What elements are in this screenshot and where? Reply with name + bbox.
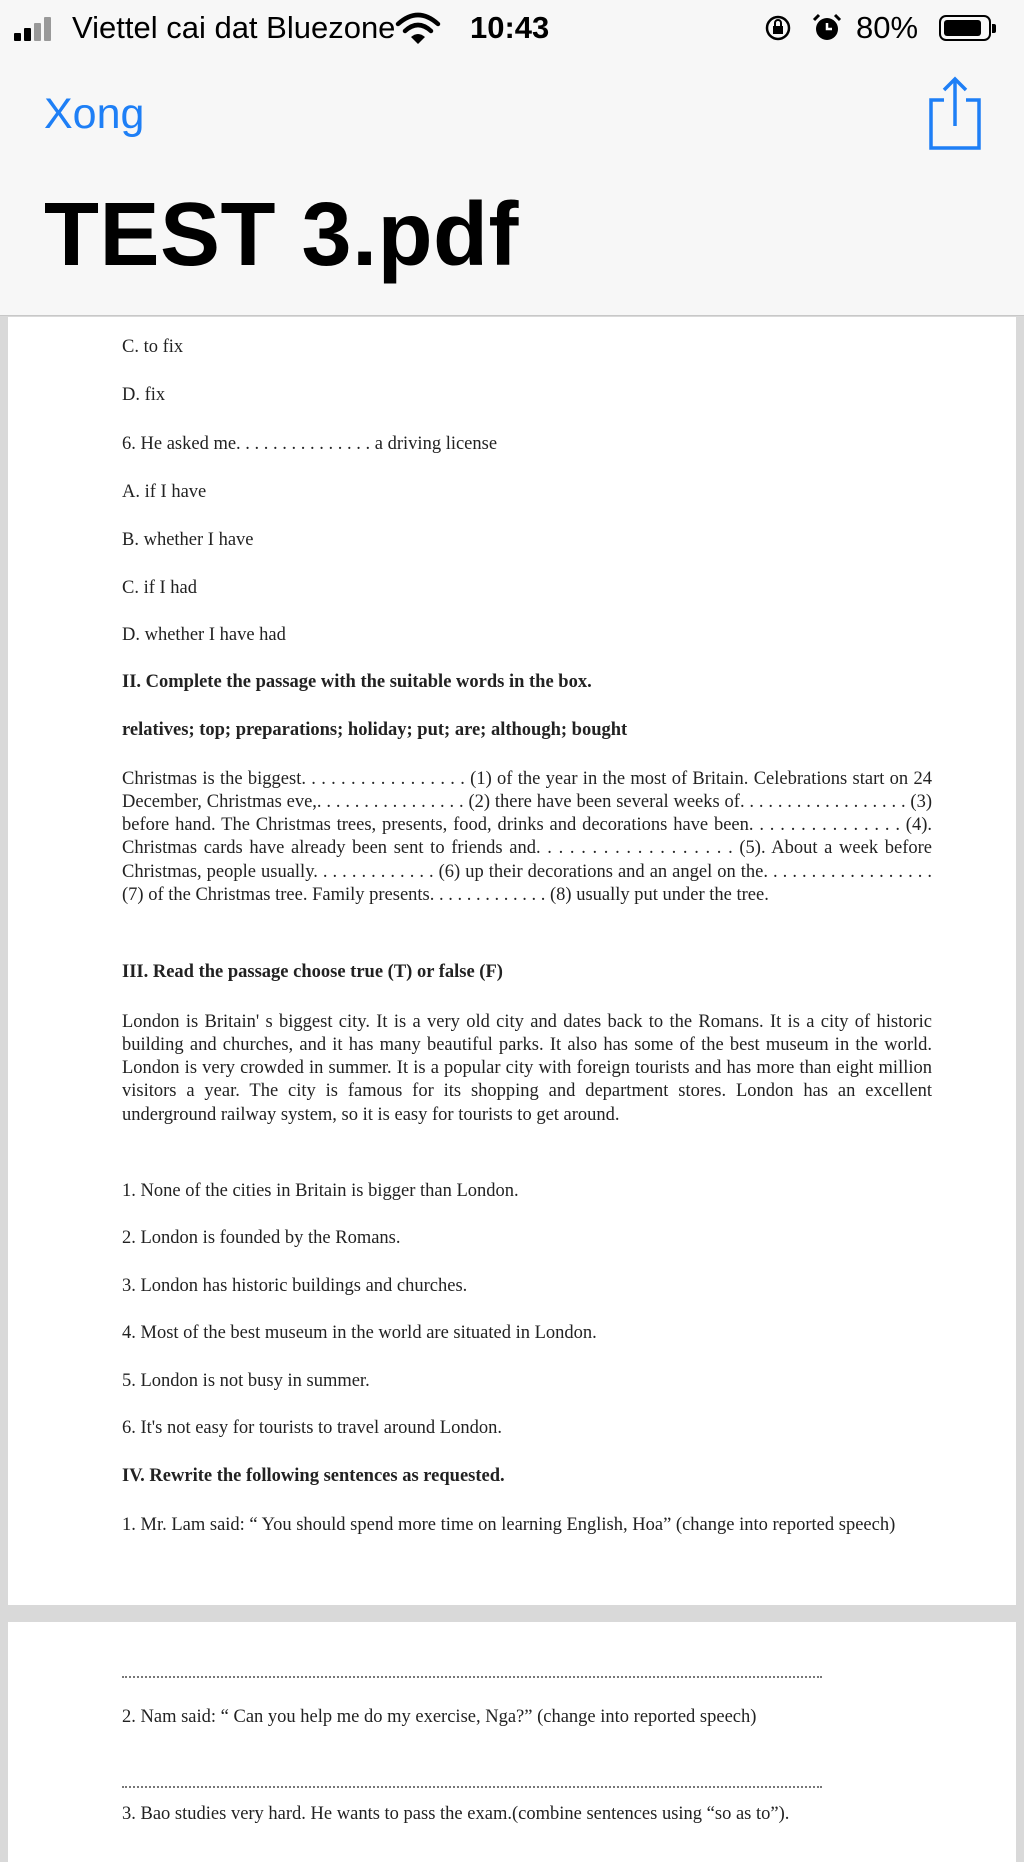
navigation-header bbox=[0, 0, 1024, 316]
document-title: TEST 3.pdf bbox=[44, 185, 519, 285]
answer-option: B. whether I have bbox=[122, 530, 254, 550]
pdf-page[interactable] bbox=[8, 1622, 1016, 1862]
statement: 3. London has historic buildings and churches. bbox=[122, 1276, 468, 1296]
section-heading: III. Read the passage choose true (T) or false (F) bbox=[122, 962, 503, 982]
carrier-name: Viettel cai dat Bluezone bbox=[72, 10, 396, 45]
battery-icon bbox=[939, 15, 991, 41]
question-text: 6. He asked me. . . . . . . . . . . . . . . a driving license bbox=[122, 434, 498, 454]
reading-passage: London is Britain' s biggest city. It is a very old city and dates back to the Romans. It is a city of historic building and churches, and it has many beautiful parks. It also has some of the best museum in the world. London is very crowded in summer. It is a popular city with foreign tourists and has more than eight million visitors a year. The city is famous for its shopping and department stores. London has an excellent underground railway system, so it is easy for tourists to get around. bbox=[122, 1012, 932, 1125]
statement: 2. London is founded by the Romans. bbox=[122, 1228, 401, 1248]
answer-option: D. fix bbox=[122, 385, 166, 405]
rewrite-question: 2. Nam said: “ Can you help me do my exercise, Nga?” (change into reported speech) bbox=[122, 1707, 757, 1727]
word-box: relatives; top; preparations; holiday; put; are; although; bought bbox=[122, 720, 628, 740]
alarm-icon bbox=[812, 13, 842, 43]
answer-option: A. if I have bbox=[122, 482, 207, 502]
battery-percent: 80% bbox=[856, 10, 919, 45]
done-button[interactable]: Xong bbox=[44, 90, 145, 138]
answer-line bbox=[122, 1674, 822, 1678]
statement: 5. London is not busy in summer. bbox=[122, 1371, 370, 1391]
section-heading: IV. Rewrite the following sentences as requested. bbox=[122, 1466, 505, 1486]
answer-line bbox=[122, 1784, 822, 1788]
signal-icon bbox=[14, 17, 58, 41]
answer-option: D. whether I have had bbox=[122, 625, 286, 645]
statement: 6. It's not easy for tourists to travel around London. bbox=[122, 1418, 502, 1438]
section-heading: II. Complete the passage with the suitable words in the box. bbox=[122, 672, 592, 692]
answer-option: C. if I had bbox=[122, 578, 198, 598]
statement: 1. None of the cities in Britain is bigger than London. bbox=[122, 1181, 519, 1201]
rotation-lock-icon bbox=[764, 14, 792, 42]
cloze-passage: Christmas is the biggest. . . . . . . . . . . . . . . . . (1) of the year in the most of Britain. Celebrations start on 24 December, Christmas eve,. . . . . . . . . . . . . . . . (2) there have been several weeks of. . . . . . . . . . . . . . . . . . (3) before hand. The Christmas trees, presents, food, drinks and decorations have been. . . . . . . . . . . . . . . (4). Christmas cards have already been sent to friends and. . . . . . . . . . . . . . . . . . (5). About a week before Christmas, people usually. . . . . . . . . . . . . (6) up their decorations and an angel on the. . . . . . . . . . . . . . . . . . (7) of the Christmas tree. Family presents. . . . . . . . . . . . . (8) usually put under the tree. bbox=[122, 769, 932, 905]
rewrite-question: 3. Bao studies very hard. He wants to pass the exam.(combine sentences using “so as to”). bbox=[122, 1804, 790, 1824]
statement: 4. Most of the best museum in the world are situated in London. bbox=[122, 1323, 597, 1343]
clock-time: 10:43 bbox=[470, 10, 550, 45]
share-icon[interactable] bbox=[926, 74, 984, 154]
rewrite-question: 1. Mr. Lam said: “ You should spend more time on learning English, Hoa” (change into reported speech) bbox=[122, 1515, 896, 1535]
status-bar bbox=[0, 0, 1024, 56]
wifi-icon bbox=[395, 12, 441, 46]
pdf-page[interactable] bbox=[8, 317, 1016, 1605]
answer-option: C. to fix bbox=[122, 337, 184, 357]
